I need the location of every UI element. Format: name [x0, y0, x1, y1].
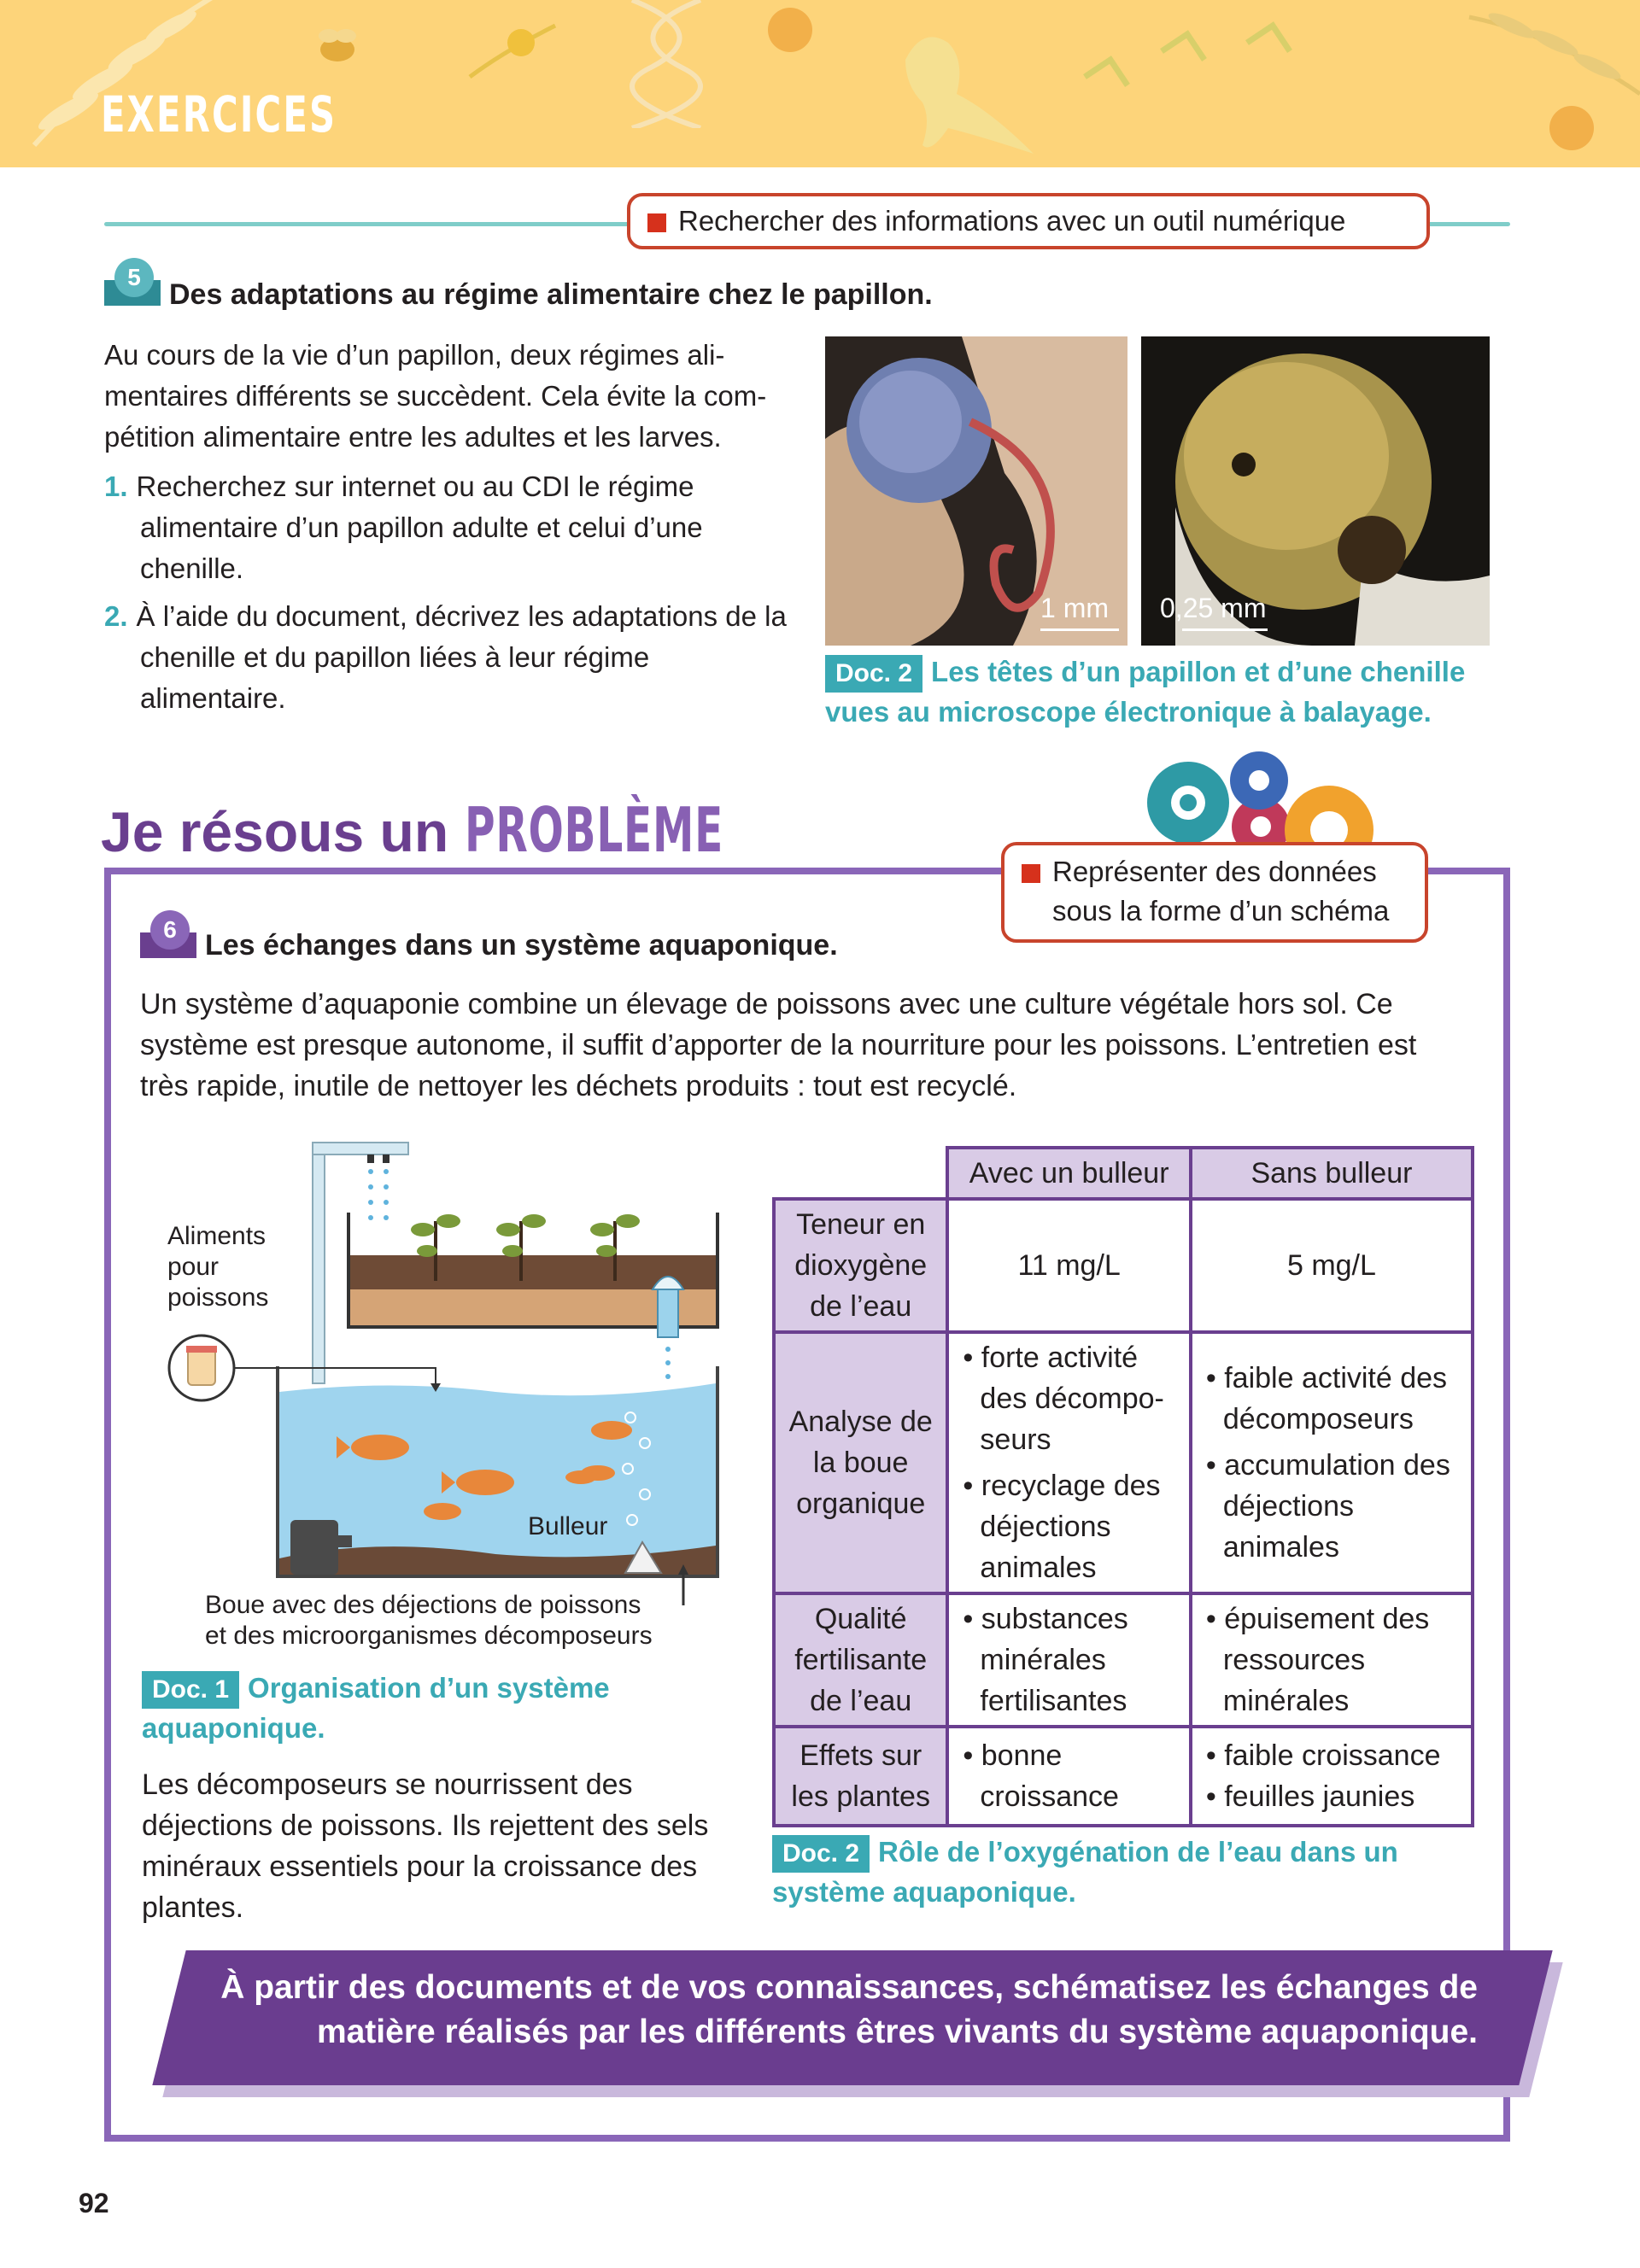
header-banner [0, 0, 1640, 167]
question-2 [104, 596, 788, 719]
decorative-birds-icon [1076, 9, 1315, 102]
cell-item: • accumulation des déjections animales [1205, 1449, 1450, 1564]
table-corner [774, 1148, 947, 1199]
bubbler-label: Bulleur [528, 1512, 608, 1540]
exercise-number-5 [104, 265, 161, 306]
doc-caption-text: Rôle de l’oxygénation de l’eau dans un système aquaponique. [772, 1836, 1398, 1908]
table-header-row [774, 1148, 1473, 1199]
decorative-flower-icon [1538, 94, 1606, 162]
exercise-intro: Au cours de la vie d’un papillon, deux régimes alimentaires différents se succèdent. Cela évite la compétition alimentaire entre les adultes et les larves. [104, 339, 767, 453]
row-header: Teneur en dioxygène de l’eau [774, 1199, 947, 1332]
table-row [774, 1593, 1473, 1727]
doc1-text: Les décomposeurs se nourrissent des déjections de poissons. Ils rejettent des sels minéraux essentiels pour la croissance des plantes. [142, 1768, 709, 1924]
cell-item: • bonne croissance [963, 1739, 1119, 1813]
table-cell [1191, 1593, 1473, 1727]
decorative-bee-icon [308, 17, 367, 77]
section-title [101, 794, 810, 866]
table-cell: 5 mg/L [1191, 1199, 1473, 1332]
aquaponics-table [772, 1146, 1474, 1827]
exercise-title: Des adaptations au régime alimentaire chez le papillon. [169, 278, 933, 311]
exercise-number-label: 5 [114, 258, 154, 297]
red-square-icon [1022, 864, 1040, 883]
decorative-flower-icon [461, 9, 564, 85]
table-cell [947, 1332, 1190, 1593]
table-row [774, 1332, 1473, 1593]
red-square-icon [647, 213, 666, 232]
sludge-label-2: et des microorganismes décomposeurs [205, 1622, 653, 1650]
skill-label: Rechercher des informations avec un outil numérique [678, 205, 1346, 237]
question-text: Recherchez sur internet ou au CDI le régime alimentaire d’un papillon adulte et celui d’une chenille. [136, 471, 703, 584]
table-row [774, 1199, 1473, 1332]
exercise-number-6 [140, 917, 196, 958]
cell-item: • forte activité des décomposeurs [963, 1342, 1164, 1456]
exercise-number-label: 6 [150, 910, 190, 950]
table-cell [1191, 1332, 1473, 1593]
page-number: 92 [79, 2188, 109, 2218]
row-header: Analyse de la boue organique [774, 1332, 947, 1593]
question-text: À l’aide du document, décrivez les adaptations de la chenille et du papillon liées à leur régime alimentaire. [136, 600, 787, 714]
cell-item: • faible croissance [1205, 1739, 1441, 1772]
doc2-caption [825, 652, 1508, 732]
doc-caption-text: Les têtes d’un papillon et d’une chenille vues au microscope électronique à balayage. [825, 656, 1466, 728]
task-text: À partir des documents et de vos connaissances, schématisez les échanges de matière réalisés par les différents êtres vivants du système aquaponique. [220, 1969, 1478, 2050]
doc-caption-text: Organisation d’un système aquaponique. [142, 1672, 610, 1744]
sludge-label-1: Boue avec des déjections de poissons [205, 1591, 641, 1619]
cell-item: • faible activité des décomposeurs [1205, 1362, 1448, 1435]
question-number: 2. [104, 600, 128, 632]
scale-bar-1 [1040, 628, 1119, 631]
decorative-dna-icon [615, 0, 735, 128]
cell-item: • substances minérales fertilisantes [963, 1603, 1128, 1717]
section-title-prefix: Je résous un [101, 800, 449, 863]
doc-tag: Doc. 2 [772, 1835, 870, 1873]
table-header: Avec un bulleur [947, 1148, 1190, 1199]
question-number: 1. [104, 471, 128, 502]
table-header: Sans bulleur [1191, 1148, 1473, 1199]
doc1-caption [142, 1669, 740, 1748]
skill-label-line2: sous la forme d’un schéma [1052, 895, 1390, 926]
aquaponics-diagram [154, 1136, 735, 1622]
doc-tag: Doc. 1 [142, 1671, 239, 1709]
problem-intro: Un système d’aquaponie combine un élevage de poissons avec une culture végétale hors sol. Ce système est presque autonome, il suffit d’apporter de la nourriture pour les poissons. L’entretien est très rapide, inutile de nettoyer les déchets produits : tout est recyclé. [140, 988, 1417, 1102]
decorative-flower-icon [752, 0, 829, 68]
table-cell [1191, 1727, 1473, 1826]
table-cell: 11 mg/L [947, 1199, 1190, 1332]
cell-item: • recyclage des déjections animales [963, 1470, 1161, 1584]
table-cell [947, 1593, 1190, 1727]
cell-item: • feuilles jaunies [1205, 1780, 1415, 1813]
cell-item: • épuisement des ressources minérales [1205, 1603, 1430, 1717]
question-1 [104, 466, 788, 589]
problem-title: Les échanges dans un système aquaponique. [205, 929, 838, 962]
row-header: Effets sur les plantes [774, 1727, 947, 1826]
skill-tag-6 [1001, 842, 1428, 943]
table-row [774, 1727, 1473, 1826]
table-cell [947, 1727, 1190, 1826]
row-header: Qualité fertilisante de l’eau [774, 1593, 947, 1727]
gears-icon [1141, 751, 1389, 854]
food-label: Aliments pour poissons [167, 1222, 269, 1312]
section-title-big: PROBLÈME [464, 794, 723, 866]
scale-bar-2 [1182, 628, 1268, 631]
skill-tag-5 [627, 193, 1430, 249]
skill-label-line1: Représenter des données [1052, 856, 1377, 887]
doc-tag: Doc. 2 [825, 655, 922, 693]
decorative-dinosaur-icon [871, 9, 1042, 162]
page-title: EXERCICES [101, 85, 337, 143]
doc2b-caption [772, 1833, 1490, 1912]
scale-label-2: 0,25 mm [1160, 593, 1267, 623]
scale-label-1: 1 mm [1040, 593, 1109, 623]
